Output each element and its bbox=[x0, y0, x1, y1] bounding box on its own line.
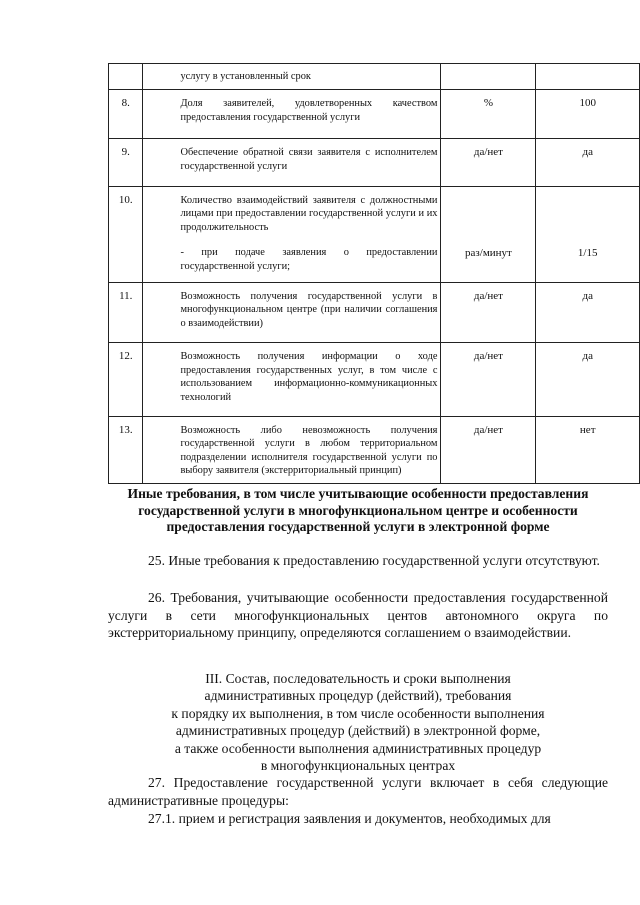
row-value bbox=[536, 64, 640, 90]
row-number: 10. bbox=[109, 187, 143, 283]
row-name: Возможность получения информации о ходе предоставления государственных услуг, в том числе с использованием информационно-коммуникационных технологий bbox=[143, 343, 441, 417]
row-value: нет bbox=[536, 416, 640, 483]
chapter-title-line: административных процедур (действий), требования bbox=[204, 688, 512, 704]
row-name: Доля заявителей, удовлетворенных качеством предоставления государственной услуги bbox=[143, 90, 441, 139]
paragraph-27: 27. Предоставление государственной услуги включает в себя следующие административные процедуры: bbox=[108, 775, 608, 808]
row-number: 9. bbox=[109, 139, 143, 187]
table-row bbox=[109, 90, 640, 139]
row-unit: раз/минут bbox=[441, 187, 536, 283]
table-row bbox=[109, 283, 640, 343]
row-name-sub: - при подаче заявления о предоставлении государственной услуги; bbox=[180, 247, 438, 272]
row-unit: да/нет bbox=[441, 283, 536, 343]
row-unit: да/нет bbox=[441, 343, 536, 417]
row-name-main: Количество взаимодействий заявителя с должностными лицами при предоставлении государственной услуги и их продолжительность bbox=[180, 195, 438, 233]
row-value: 1/15 bbox=[536, 187, 640, 283]
table-row bbox=[109, 139, 640, 187]
row-value: да bbox=[536, 343, 640, 417]
paragraph-26: 26. Требования, учитывающие особенности предоставления государственной услуги в сети многофункциональных центов автономного округа по экстерриториальному принципу, определяются соглашением о взаимодействии. bbox=[108, 590, 608, 641]
paragraph-27-1: 27.1. прием и регистрация заявления и документов, необходимых для bbox=[148, 811, 551, 826]
table-row bbox=[109, 416, 640, 483]
row-name bbox=[143, 187, 441, 283]
chapter-title bbox=[108, 670, 608, 774]
indicators-table bbox=[108, 63, 640, 484]
row-name: Обеспечение обратной связи заявителя с исполнителем государственной услуги bbox=[143, 139, 441, 187]
table-row bbox=[109, 64, 640, 90]
row-number: 8. bbox=[109, 90, 143, 139]
table-row bbox=[109, 343, 640, 417]
row-unit: да/нет bbox=[441, 416, 536, 483]
chapter-title-line: а также особенности выполнения административных процедур bbox=[174, 740, 542, 756]
row-name: Возможность либо невозможность получения государственной услуги в любом территориальном подразделении исполнителя государственной услуги по выбору заявителя (экстерриториальный принцип) bbox=[143, 416, 441, 483]
chapter-title-line: III. Состав, последовательность и сроки выполнения bbox=[205, 671, 511, 686]
row-name: Возможность получения государственной услуги в многофункциональном центре (при наличии соглашения о взаимодействии) bbox=[143, 283, 441, 343]
section-heading: Иные требования, в том числе учитывающие особенности предоставления государственной услуги в многофункциональном центре и особенности предоставления государственной услуги в электронной форме bbox=[127, 486, 589, 535]
row-unit: да/нет bbox=[441, 139, 536, 187]
paragraph-25: 25. Иные требования к предоставлению государственной услуги отсутствуют. bbox=[148, 553, 600, 568]
row-value: да bbox=[536, 139, 640, 187]
chapter-title-line: к порядку их выполнения, в том числе особенности выполнения bbox=[171, 705, 545, 721]
table-row bbox=[109, 187, 640, 283]
row-name: услугу в установленный срок bbox=[143, 64, 441, 90]
chapter-title-line: административных процедур (действий) в электронной форме, bbox=[175, 723, 541, 739]
row-number: 11. bbox=[109, 283, 143, 343]
row-value: да bbox=[536, 283, 640, 343]
row-number: 13. bbox=[109, 416, 143, 483]
row-value: 100 bbox=[536, 90, 640, 139]
row-number: 12. bbox=[109, 343, 143, 417]
row-unit bbox=[441, 64, 536, 90]
row-unit: % bbox=[441, 90, 536, 139]
row-number bbox=[109, 64, 143, 90]
chapter-title-line: в многофункциональных центрах bbox=[260, 758, 456, 774]
